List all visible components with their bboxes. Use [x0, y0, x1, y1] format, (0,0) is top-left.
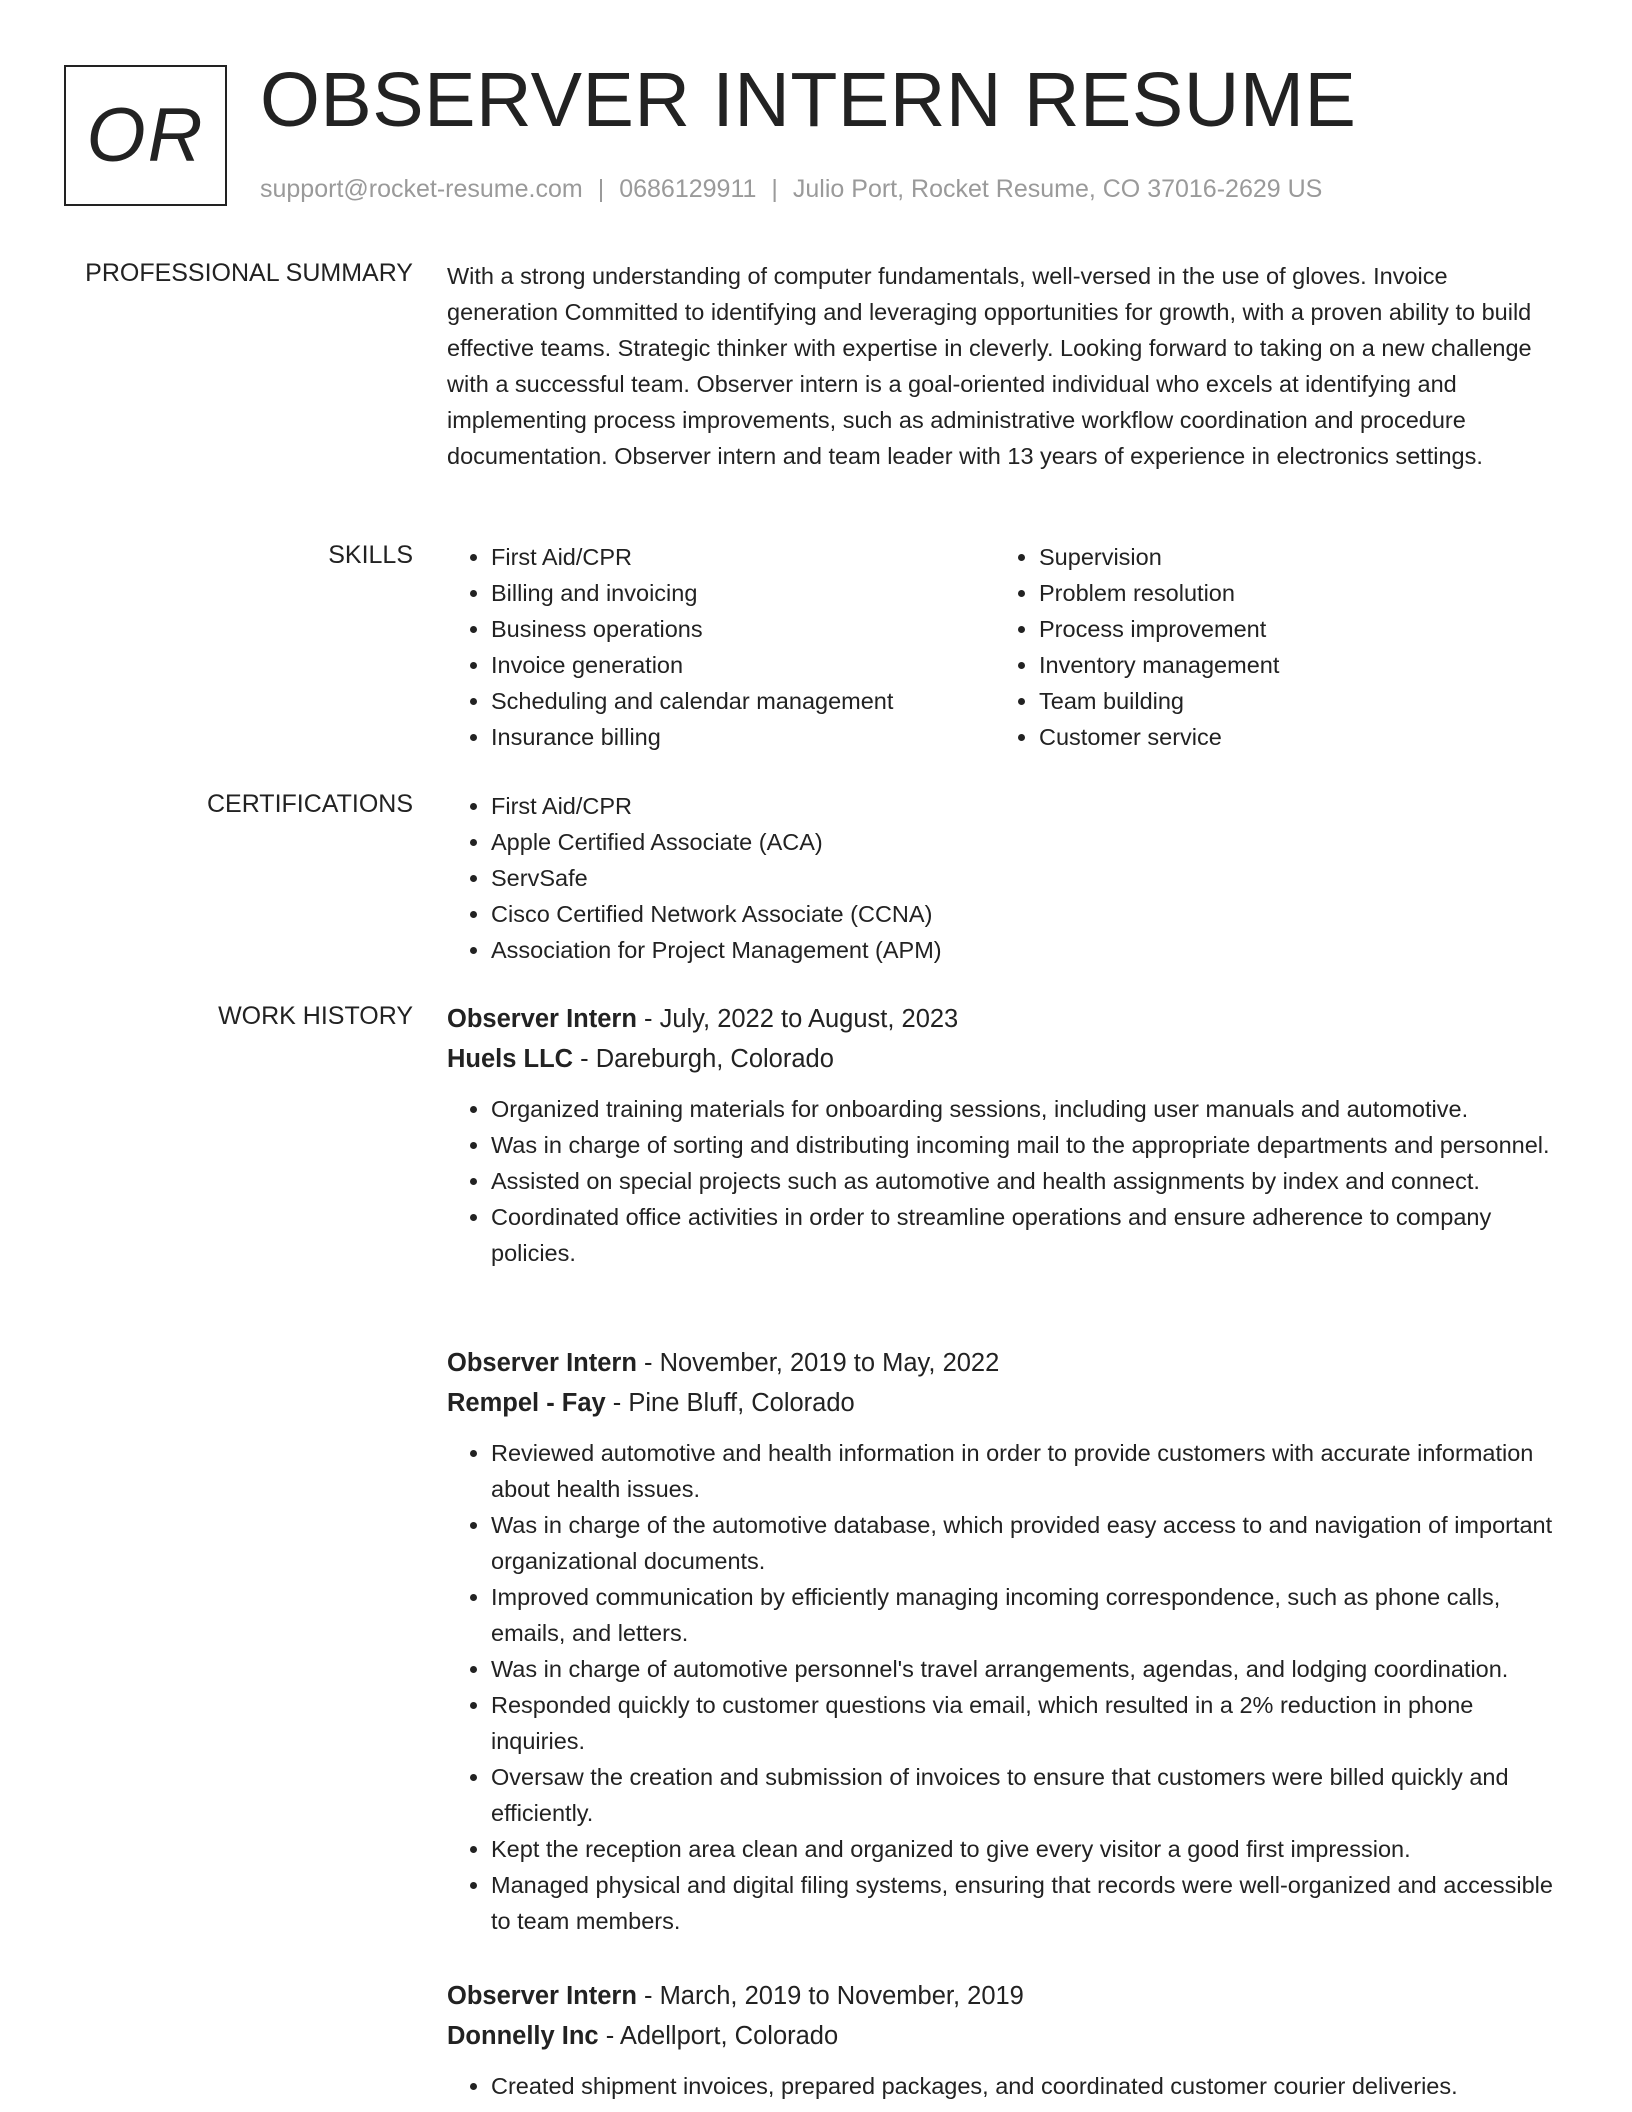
skill-item: • First Aid/CPR: [491, 539, 967, 575]
job-company: Rempel - Fay: [447, 1389, 606, 1417]
job-company-line: [447, 1039, 1567, 1079]
skill-item: • Inventory management: [1039, 647, 1515, 683]
job-location: - Dareburgh, Colorado: [573, 1045, 834, 1073]
monogram-logo: OR: [64, 65, 227, 206]
skill-item: • Problem resolution: [1039, 575, 1515, 611]
job-bullet: • Managed physical and digital filing systems, ensuring that records were well-organized and accessible to team members.: [491, 1867, 1567, 1939]
contact-separator: |: [771, 175, 778, 203]
job-bullet: • Was in charge of the automotive database, which provided easy access to and navigation of important organizational documents.: [491, 1507, 1567, 1579]
job-company: Huels LLC: [447, 1045, 574, 1073]
certification-item: • ServSafe: [491, 860, 1567, 896]
certification-item: • Cisco Certified Network Associate (CCNA): [491, 896, 1567, 932]
contact-address: Julio Port, Rocket Resume, CO 37016-2629 US: [792, 175, 1323, 203]
job-title-line: [447, 999, 1567, 1039]
job-company: Donnelly Inc: [447, 2022, 599, 2050]
certification-item: • Apple Certified Associate (ACA): [491, 824, 1567, 860]
skill-item: • Business operations: [491, 611, 967, 647]
job-bullet: • Responded quickly to customer questions via email, which resulted in a 2% reduction in phone inquiries.: [491, 1687, 1567, 1759]
skill-item: • Supervision: [1039, 539, 1515, 575]
job-bullet: • Was in charge of sorting and distributing incoming mail to the appropriate departments and personnel.: [491, 1127, 1567, 1163]
job-entry: [447, 1343, 1567, 1939]
job-company-line: [447, 1383, 1567, 1423]
section-label-work-history: WORK HISTORY: [218, 1002, 413, 1030]
job-title: Observer Intern: [447, 1982, 637, 2010]
job-title: Observer Intern: [447, 1349, 637, 1377]
job-title-line: [447, 1343, 1567, 1383]
job-bullet: • Kept the reception area clean and organized to give every visitor a good first impression.: [491, 1831, 1567, 1867]
section-label-summary: PROFESSIONAL SUMMARY: [85, 259, 413, 287]
skill-item: • Billing and invoicing: [491, 575, 967, 611]
job-title-line: [447, 1976, 1567, 2016]
skill-item: • Process improvement: [1039, 611, 1515, 647]
contact-phone[interactable]: 0686129911: [619, 175, 757, 203]
job-location: - Adellport, Colorado: [598, 2022, 839, 2050]
skill-item: • Insurance billing: [491, 719, 967, 755]
summary-section: [447, 258, 1557, 474]
job-title: Observer Intern: [447, 1005, 637, 1033]
skill-item: • Scheduling and calendar management: [491, 683, 967, 719]
job-bullet: • Assisted on special projects such as automotive and health assignments by index and connect.: [491, 1163, 1567, 1199]
job-bullet: • Organized training materials for onboarding sessions, including user manuals and automotive.: [491, 1091, 1567, 1127]
section-label-certifications: CERTIFICATIONS: [206, 790, 413, 818]
job-bullet: • Improved communication by efficiently managing incoming correspondence, such as phone calls, emails, and letters.: [491, 1579, 1567, 1651]
contact-separator: |: [597, 175, 605, 203]
skill-item: • Team building: [1039, 683, 1515, 719]
job-company-line: [447, 2016, 1567, 2056]
skills-column-left: [447, 539, 967, 755]
job-dates: - November, 2019 to May, 2022: [636, 1349, 1000, 1377]
skills-column-right: [995, 539, 1515, 755]
job-bullet: • Oversaw the creation and submission of invoices to ensure that customers were billed quickly and efficiently.: [491, 1759, 1567, 1831]
certification-item: • First Aid/CPR: [491, 788, 1567, 824]
summary-text: With a strong understanding of computer fundamentals, well-versed in the use of gloves. Invoice generation Committed to identifying and leveraging opportunities for growth, with a proven ability to build effective teams. Strategic thinker with expertise in cleverly. Looking forward to taking on a new challenge with a successful team. Observer intern is a goal-oriented individual who excels at identifying and implementing process improvements, such as administrative workflow coordination and procedure documentation. Observer intern and team leader with 13 years of experience in electronics settings.: [447, 263, 1532, 469]
skill-item: • Invoice generation: [491, 647, 967, 683]
contact-line: [260, 175, 1322, 204]
certification-item: • Association for Project Management (APM): [491, 932, 1567, 968]
contact-email[interactable]: support@rocket-resume.com: [260, 175, 583, 203]
job-bullet: • Coordinated office activities in order to streamline operations and ensure adherence to company policies.: [491, 1199, 1567, 1271]
job-location: - Pine Bluff, Colorado: [605, 1389, 855, 1417]
resume-title: OBSERVER INTERN RESUME: [260, 57, 1357, 143]
job-dates: - July, 2022 to August, 2023: [636, 1005, 959, 1033]
certifications-section: [447, 788, 1567, 968]
job-entry: [447, 999, 1567, 1271]
section-label-skills: SKILLS: [328, 541, 413, 569]
job-bullet: • Reviewed automotive and health information in order to provide customers with accurate information about health issues.: [491, 1435, 1567, 1507]
skill-item: • Customer service: [1039, 719, 1515, 755]
job-bullet: • Was in charge of automotive personnel's travel arrangements, agendas, and lodging coordination.: [491, 1651, 1567, 1687]
job-dates: - March, 2019 to November, 2019: [636, 1982, 1024, 2010]
job-bullet: • Created shipment invoices, prepared packages, and coordinated customer courier deliveries.: [491, 2068, 1567, 2104]
job-entry: [447, 1976, 1567, 2104]
